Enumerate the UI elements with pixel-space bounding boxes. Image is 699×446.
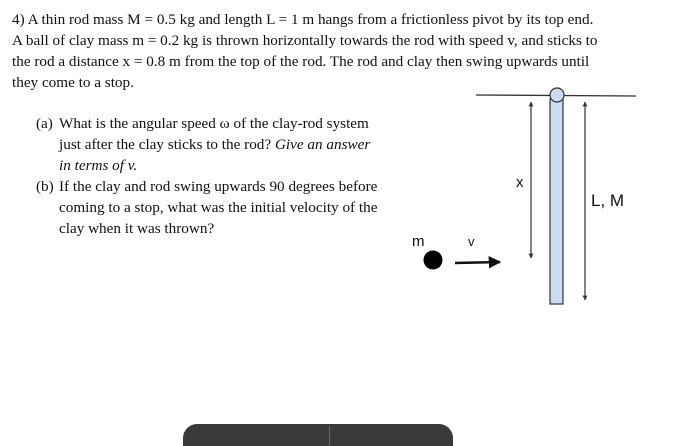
part-a-italic-note: Give an answer	[274, 136, 371, 153]
rod	[550, 99, 563, 304]
velocity-arrow	[455, 262, 500, 263]
label-m: m	[412, 233, 425, 250]
part-a-line-text: just after the clay sticks to the rod?	[59, 136, 272, 153]
label-rod: L, M	[591, 191, 625, 210]
bottom-toolbar[interactable]	[183, 424, 453, 446]
intro-line: they come to a stop.	[12, 74, 134, 91]
part-b-line: coming to a stop, what was the initial velocity of the	[59, 199, 378, 216]
part-b-line: If the clay and rod swing upwards 90 degrees before	[59, 178, 378, 195]
pivot-icon	[550, 88, 564, 102]
label-x: x	[516, 174, 524, 191]
part-a-italic-note: in terms of v.	[59, 157, 138, 174]
intro-line: A ball of clay mass m = 0.2 kg is thrown horizontally towards the rod with speed v, and sticks to	[12, 32, 598, 49]
intro-line: 4) A thin rod mass M = 0.5 kg and length L = 1 m hangs from a frictionless pivot by its top end.	[12, 11, 594, 28]
label-v: v	[468, 234, 475, 249]
part-b-line: clay when it was thrown?	[59, 220, 215, 237]
part-b-label: (b)	[36, 178, 54, 195]
intro-line: the rod a distance x = 0.8 m from the top of the rod. The rod and clay then swing upwards until	[12, 53, 590, 70]
part-a-label: (a)	[36, 115, 53, 132]
toolbar-divider	[329, 426, 330, 446]
clay-ball-icon	[424, 251, 443, 270]
part-a-line: What is the angular speed ω of the clay-rod system	[59, 115, 369, 132]
